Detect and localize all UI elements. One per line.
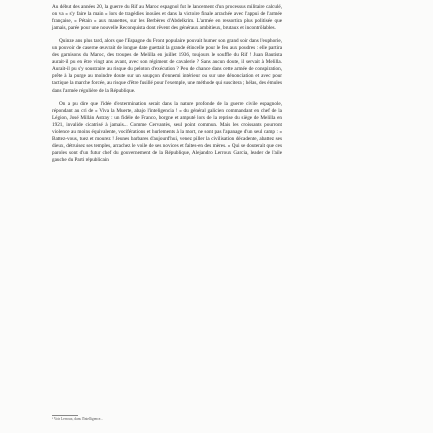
text-column [52, 4, 282, 164]
paragraph: Au début des années 20, la guerre du Rif au Maroc espagnol fut le lancement d'un processus militaire calculé, on va « s'y faire la main » lors de tragédies inouïes et dans la victoire finale arrachée avec l'appui de l'armée française, « Pétain » aux manettes, sur les Berbères d'Abdelkrim. L'armée en ressortira plus politisée que jamais, parée pour une nouvelle Reconquista dont rêvent des généraux ambitieux, brutaux et incontrôlables. [52, 4, 282, 32]
paragraph: On a pu dire que l'idée d'extermination serait dans la nature profonde de la guerre civile espagnole, répondant au cri de « Viva la Muerte, abajo l'inteligencia ! » du général galicien commandant en chef de la Légion, José Millán Astray : un fidèle de Franco, borgne et amputé lors de la reprise du siège de Melilla en 1921, invalide cicatrisé à jamais... Comme Cervantès, seul point commun. Mais les croissants pourront violence au moins équivalente, vociférations et hurlements à la mort, ne sont pas l'apanage d'un seul camp : « Battez-vous, tuez et mourez ! Jeunes barbares d'aujourd'hui, venez piller la civilisation décadente, abattez ses dieux, détruisez ses temples, arrachez le voile de ses novices et faites-en des mères. » Qui se douterait que ces paroles sont d'un futur chef du gouvernement de la République, Alejandro Lerroux Garcia, leader de l'aile gauche du Parti républicain [52, 100, 282, 163]
footnote: ¹ Voir Lerroux, dans l'Intelligence... [52, 417, 104, 421]
footnote-divider [52, 415, 78, 416]
paragraph: Quinze ans plus tard, alors que l'Espagne du Front populaire pouvait humer son grand soir dans l'euphorie, un pouvoir de caserne œuvrait de longue date guettait la grande étincelle pour le feu aux poudres : elle partira des garnisons du Maroc, des troupes de Melilla en juillet 1936, toujours le souffle du Rif ! Juan Bautista aurait-il pu en être vingt ans avant, avec son régiment de cavalerie ? Sans aucun doute, il servait à Melilla. Aurait-il pu s'y soustraire au risque du peloton d'exécution ? Peu de chance dans cette armée de conspiration, prête à la purge au moindre doute sur un soupçon d'ennemi intérieur ou sur une dénonciation et avec pour tactique la marche forcée, au risque d'être fusillé pour l'exemple, une méthode qui suscitera ; hélas, des émules dans l'armée régulière de la République. [52, 38, 282, 94]
